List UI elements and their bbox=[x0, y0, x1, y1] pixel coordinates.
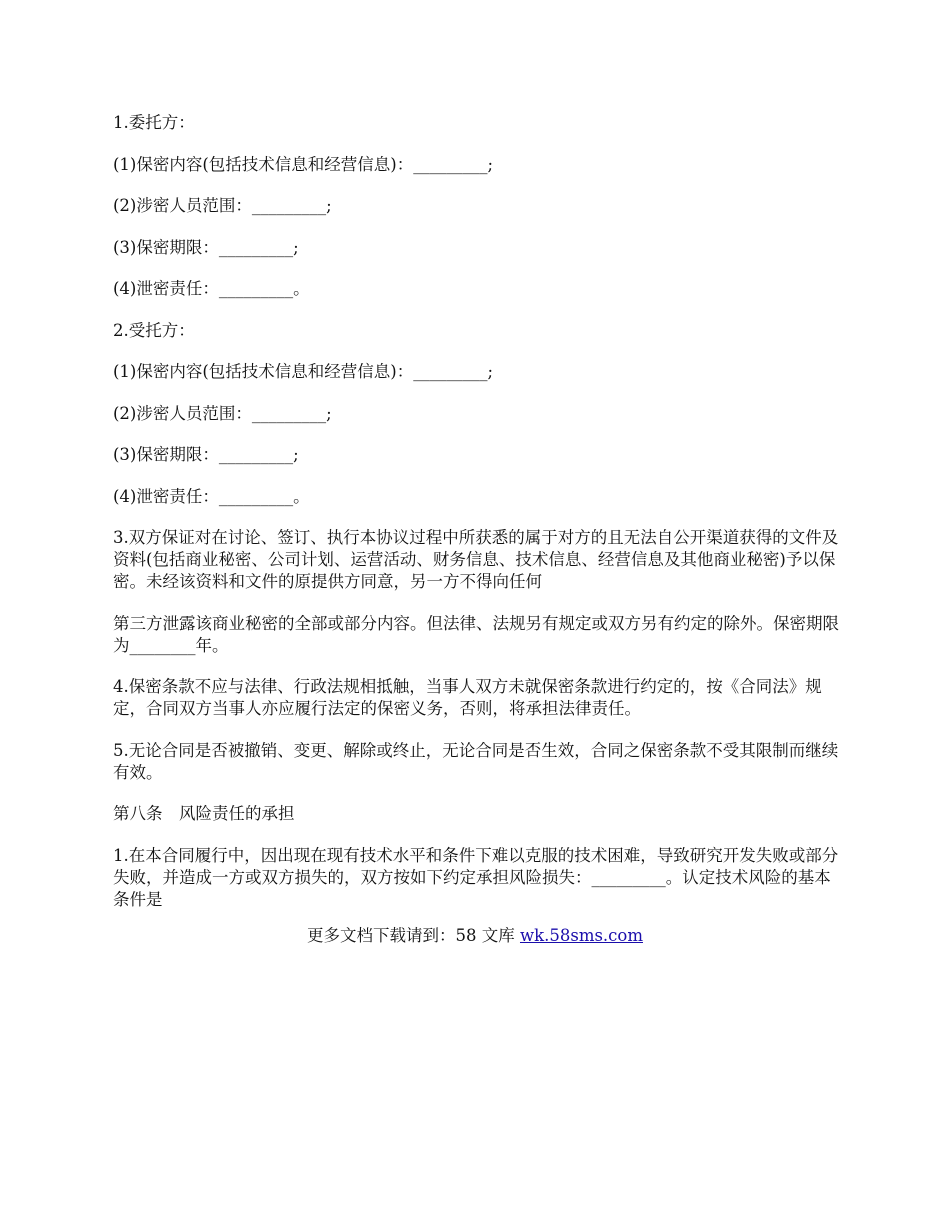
paragraph-client-heading: 1.委托方： bbox=[113, 113, 195, 132]
paragraph-client-leak-liability: (4)泄密责任：_________。 bbox=[113, 279, 310, 298]
paragraph-client-personnel-scope: (2)涉密人员范围：_________; bbox=[113, 196, 332, 215]
document-body bbox=[113, 112, 843, 930]
page-footer bbox=[0, 925, 950, 947]
paragraph-contractor-personnel-scope: (2)涉密人员范围：_________; bbox=[113, 403, 332, 423]
footer-link[interactable]: wk.58sms.com bbox=[519, 926, 643, 945]
paragraph-clause-5: 5.无论合同是否被撤销、变更、解除或终止，无论合同是否生效，合同之保密条款不受其限制而继续有效。 bbox=[113, 740, 839, 782]
paragraph-contractor-heading: 2.受托方： bbox=[113, 320, 195, 340]
paragraph-clause-4: 4.保密条款不应与法律、行政法规相抵触，当事人双方未就保密条款进行约定的，按《合同法》规定，合同双方当事人亦应履行法定的保密义务，否则，将承担法律责任。 bbox=[113, 677, 822, 718]
paragraph-article-8-clause-1: 1.在本合同履行中，因出现在现有技术水平和条件下难以克服的技术困难，导致研究开发失败或部分失败，并造成一方或双方损失的，双方按如下约定承担风险损失：_________。认定技术风险的基本条件是 bbox=[113, 845, 839, 909]
paragraph-contractor-leak-liability: (4)泄密责任：_________。 bbox=[113, 486, 310, 506]
footer-text: 更多文档下载请到：58 文库 bbox=[306, 926, 520, 945]
paragraph-client-confidential-content: (1)保密内容(包括技术信息和经营信息)：_________; bbox=[113, 154, 494, 174]
section-heading-article-8: 第八条 风险责任的承担 bbox=[113, 804, 295, 823]
paragraph-contractor-confidential-content: (1)保密内容(包括技术信息和经营信息)：_________; bbox=[113, 362, 494, 381]
paragraph-clause-3-continued: 第三方泄露该商业秘密的全部或部分内容。但法律、法规另有规定或双方另有约定的除外。保密期限为________年。 bbox=[113, 613, 839, 655]
paragraph-clause-3: 3.双方保证对在讨论、签订、执行本协议过程中所获悉的属于对方的且无法自公开渠道获得的文件及资料(包括商业秘密、公司计划、运营活动、财务信息、技术信息、经营信息及其他商业秘密)予以保密。未经该资料和文件的原提供方同意，另一方不得向任何 bbox=[113, 528, 839, 591]
paragraph-contractor-confidential-period: (3)保密期限：_________; bbox=[113, 445, 299, 464]
paragraph-client-confidential-period: (3)保密期限：_________; bbox=[113, 237, 299, 257]
